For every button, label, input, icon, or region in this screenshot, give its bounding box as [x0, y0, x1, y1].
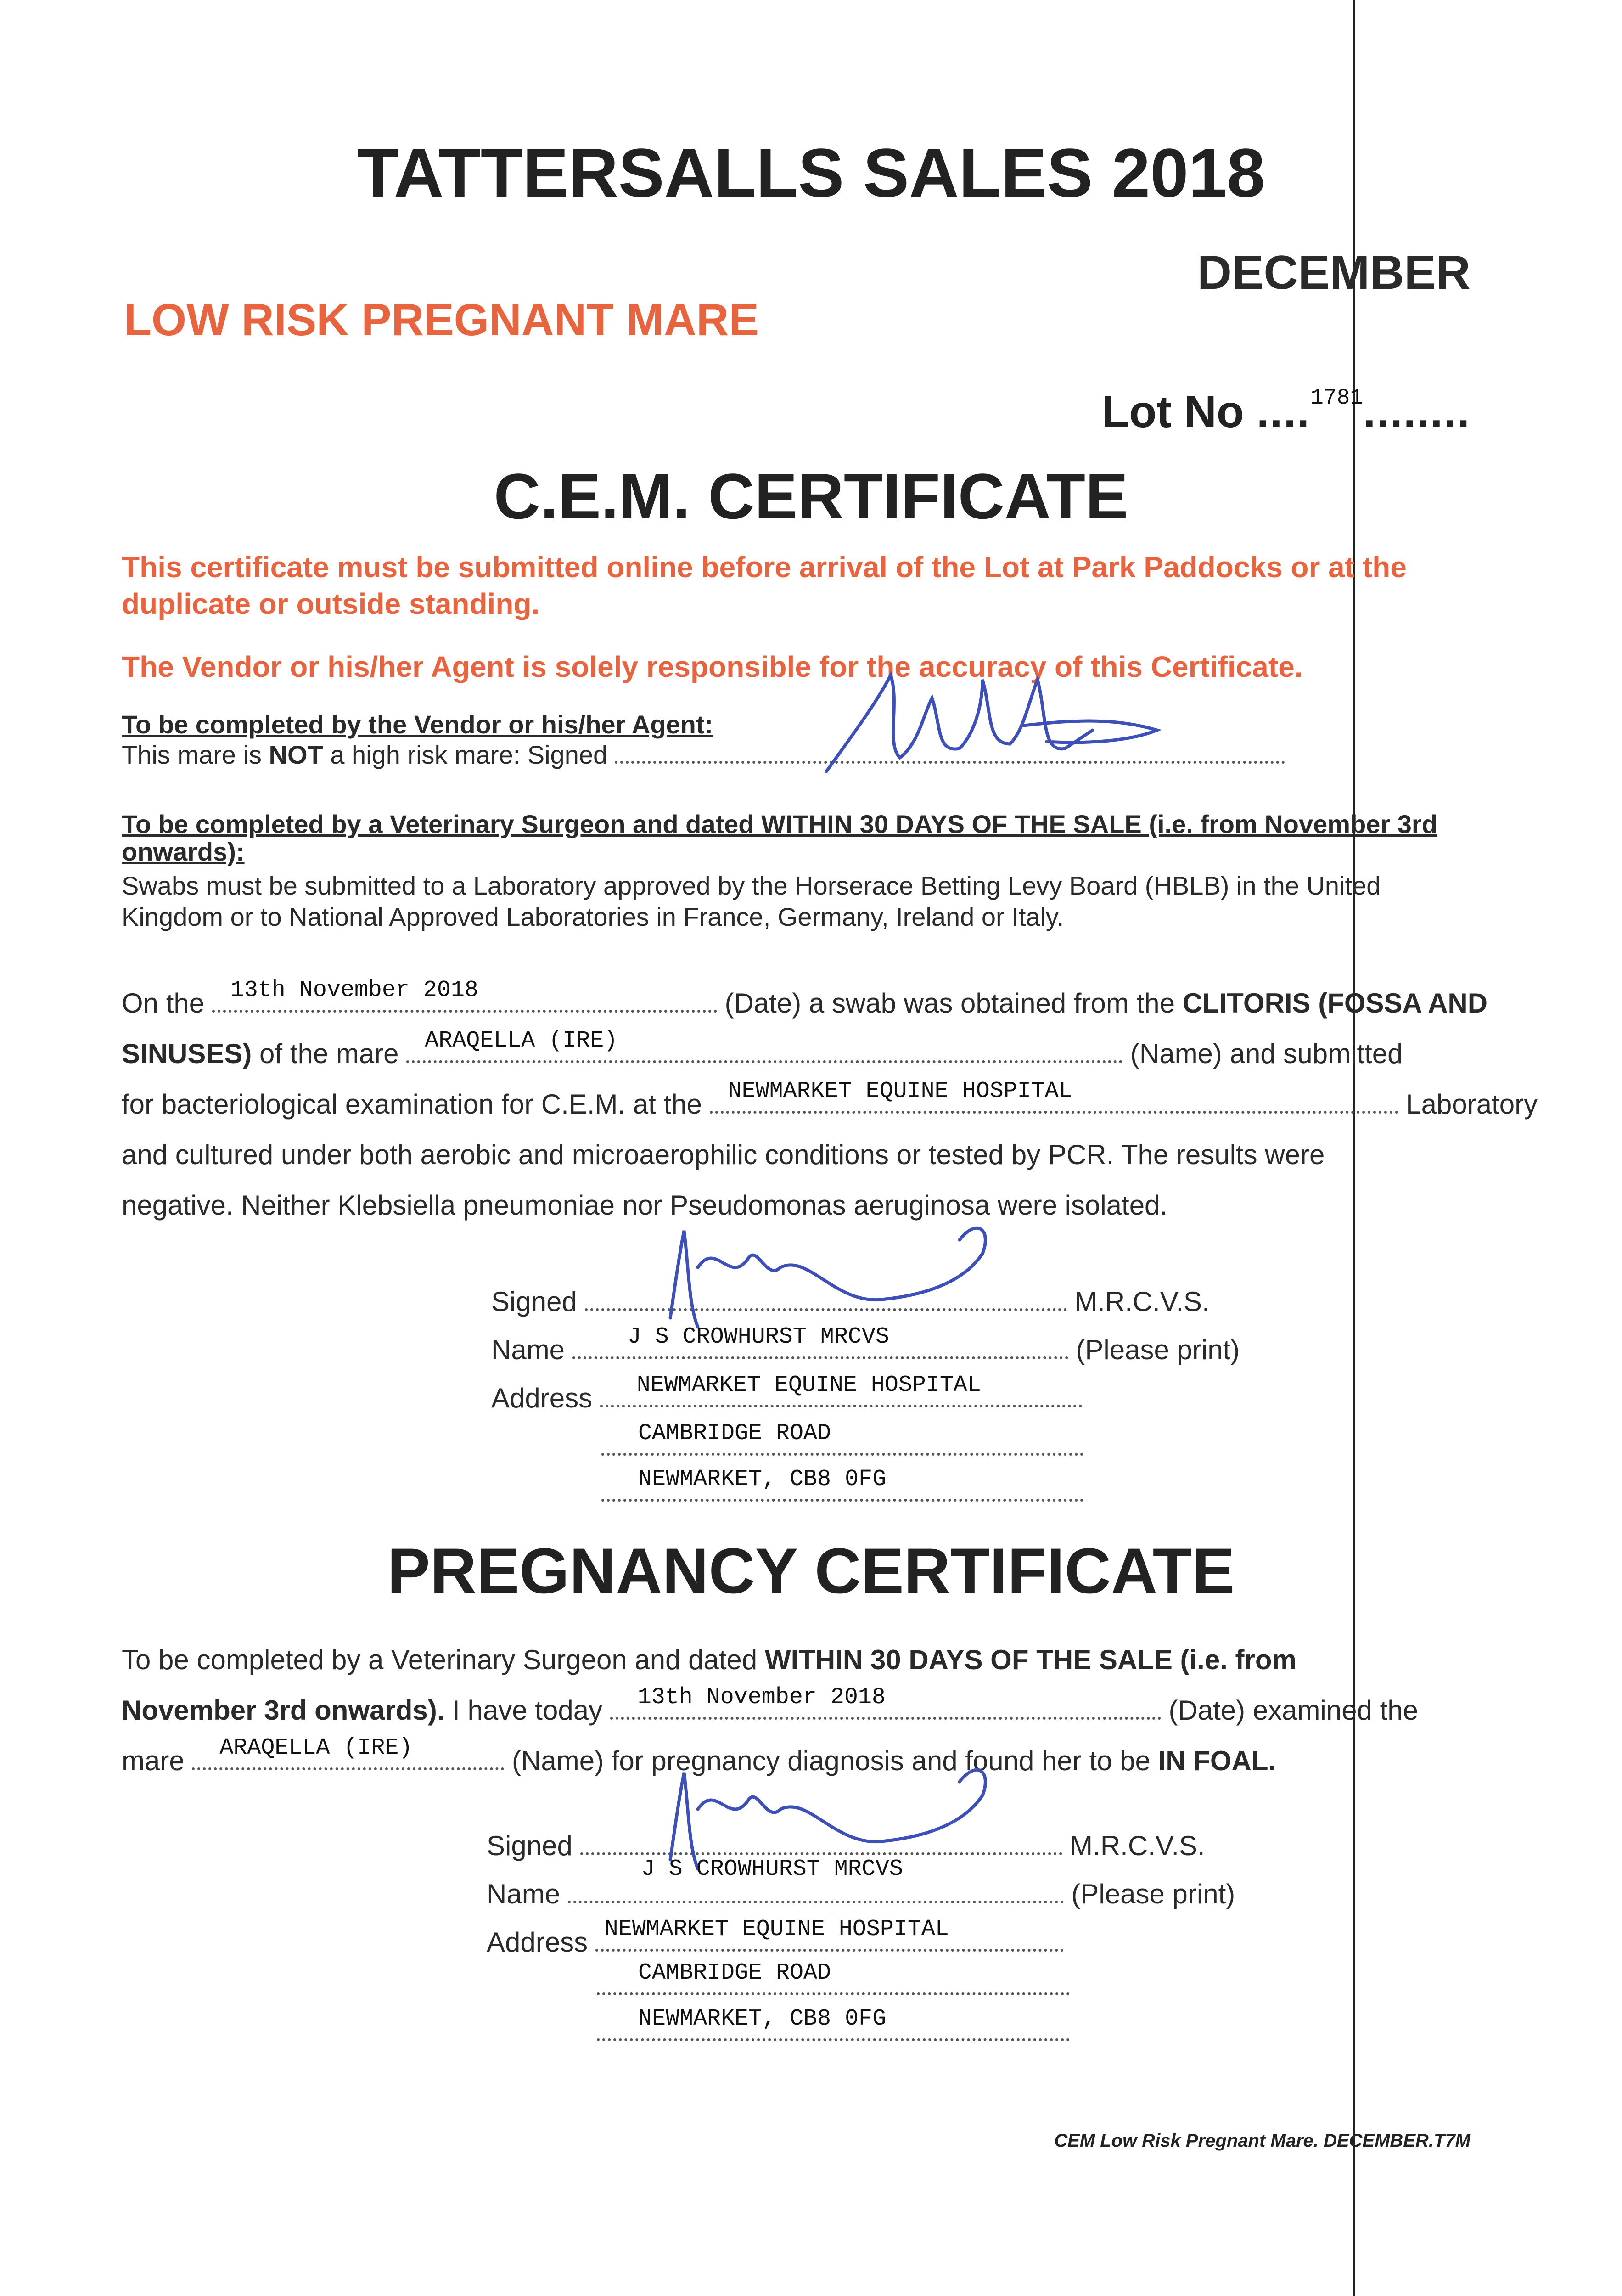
vet-heading: To be completed by a Veterinary Surgeon and dated WITHIN 30 DAYS OF THE SALE (i.e. from November 3rd onwards):: [122, 810, 1437, 866]
vendor-statement: This mare is NOT a high risk mare: Signed: [122, 740, 1285, 770]
cem-vet-signature: [661, 1212, 1010, 1341]
lot-number: Lot No ....$^{1781}$........: [1101, 386, 1470, 437]
form-code: CEM Low Risk Pregnant Mare. DECEMBER.T7M: [1054, 2131, 1470, 2151]
swab-date-field: 13th November 2018: [212, 1010, 717, 1013]
page-title: TATTERSALLS SALES 2018: [357, 134, 1265, 211]
responsibility-notice: The Vendor or his/her Agent is solely responsible for the accuracy of this Certificate.: [122, 650, 1303, 683]
cem-address-line-1: NEWMARKET EQUINE HOSPITAL: [600, 1405, 1082, 1407]
pregnancy-certificate-title: PREGNANCY CERTIFICATE: [387, 1535, 1235, 1607]
cem-signed-row: Signed M.R.C.V.S.: [491, 1286, 1210, 1317]
lot-label: Lot No: [1101, 386, 1244, 437]
swab-date-row: On the 13th November 2018 (Date) a swab was obtained from the CLITORIS (FOSSA AND: [122, 977, 1488, 1019]
pregnancy-address-line-1: NEWMARKET EQUINE HOSPITAL: [595, 1949, 1064, 1952]
pregnancy-name-row: Name J S CROWHURST MRCVS (Please print): [487, 1856, 1235, 1909]
mare-name-row: SINUSES) of the mare ARAQELLA (IRE) (Name) and submitted: [122, 1028, 1403, 1069]
cem-address-row: Address NEWMARKET EQUINE HOSPITAL: [491, 1382, 1082, 1414]
cem-certificate-title: C.E.M. CERTIFICATE: [494, 460, 1128, 532]
lot-value: 1781: [1310, 386, 1364, 411]
pregnancy-line-1: To be completed by a Veterinary Surgeon and dated WITHIN 30 DAYS OF THE SALE (i.e. from: [122, 1644, 1296, 1675]
pregnancy-line-3: mare ARAQELLA (IRE) (Name) for pregnancy diagnosis and found her to be IN FOAL.: [122, 1735, 1276, 1776]
pregnancy-address-line-2: CAMBRIDGE ROAD: [597, 1992, 1070, 1995]
laboratory-row: for bacteriological examination for C.E.M. at the NEWMARKET EQUINE HOSPITAL Laboratory: [122, 1078, 1538, 1120]
cem-name-row: Name J S CROWHURST MRCVS (Please print): [491, 1324, 1240, 1365]
page-fold-line: [1353, 0, 1355, 2296]
risk-category: LOW RISK PREGNANT MARE: [124, 294, 759, 345]
vendor-heading: To be completed by the Vendor or his/her Agent:: [122, 710, 713, 739]
pregnancy-vet-name-field: J S CROWHURST MRCVS: [568, 1901, 1064, 1903]
pregnancy-date-field: 13th November 2018: [610, 1717, 1161, 1720]
negative-result-text: negative. Neither Klebsiella pneumoniae nor Pseudomonas aeruginosa were isolated.: [122, 1190, 1168, 1221]
pregnancy-line-2: November 3rd onwards). I have today 13th November 2018 (Date) examined the: [122, 1684, 1419, 1726]
pregnancy-address-line-3: NEWMARKET, CB8 0FG: [597, 2038, 1070, 2041]
swab-requirement: Swabs must be submitted to a Laboratory approved by the Horserace Betting Levy Board (HBLB) in the United Kingdom or to National Approved Laboratories in France, Germany, Ireland or Italy.: [122, 871, 1381, 931]
cem-vet-name-field: J S CROWHURST MRCVS: [572, 1356, 1068, 1359]
pregnancy-mare-field: ARAQELLA (IRE): [192, 1767, 504, 1770]
pregnancy-address-row: Address NEWMARKET EQUINE HOSPITAL: [487, 1926, 1064, 1958]
vendor-signature: [808, 661, 1175, 781]
submission-notice: This certificate must be submitted online before arrival of the Lot at Park Paddocks or at the duplicate or outside standing.: [122, 551, 1407, 620]
laboratory-field: NEWMARKET EQUINE HOSPITAL: [710, 1111, 1398, 1114]
cem-address-line-2: CAMBRIDGE ROAD: [601, 1453, 1083, 1456]
pregnancy-signed-row: Signed M.R.C.V.S.: [487, 1830, 1205, 1861]
cultured-text: and cultured under both aerobic and microaerophilic conditions or tested by PCR. The results were: [122, 1139, 1325, 1170]
cem-address-line-3: NEWMARKET, CB8 0FG: [601, 1499, 1083, 1502]
mare-name-field: ARAQELLA (IRE): [406, 1060, 1122, 1063]
sale-month: DECEMBER: [1197, 246, 1470, 299]
